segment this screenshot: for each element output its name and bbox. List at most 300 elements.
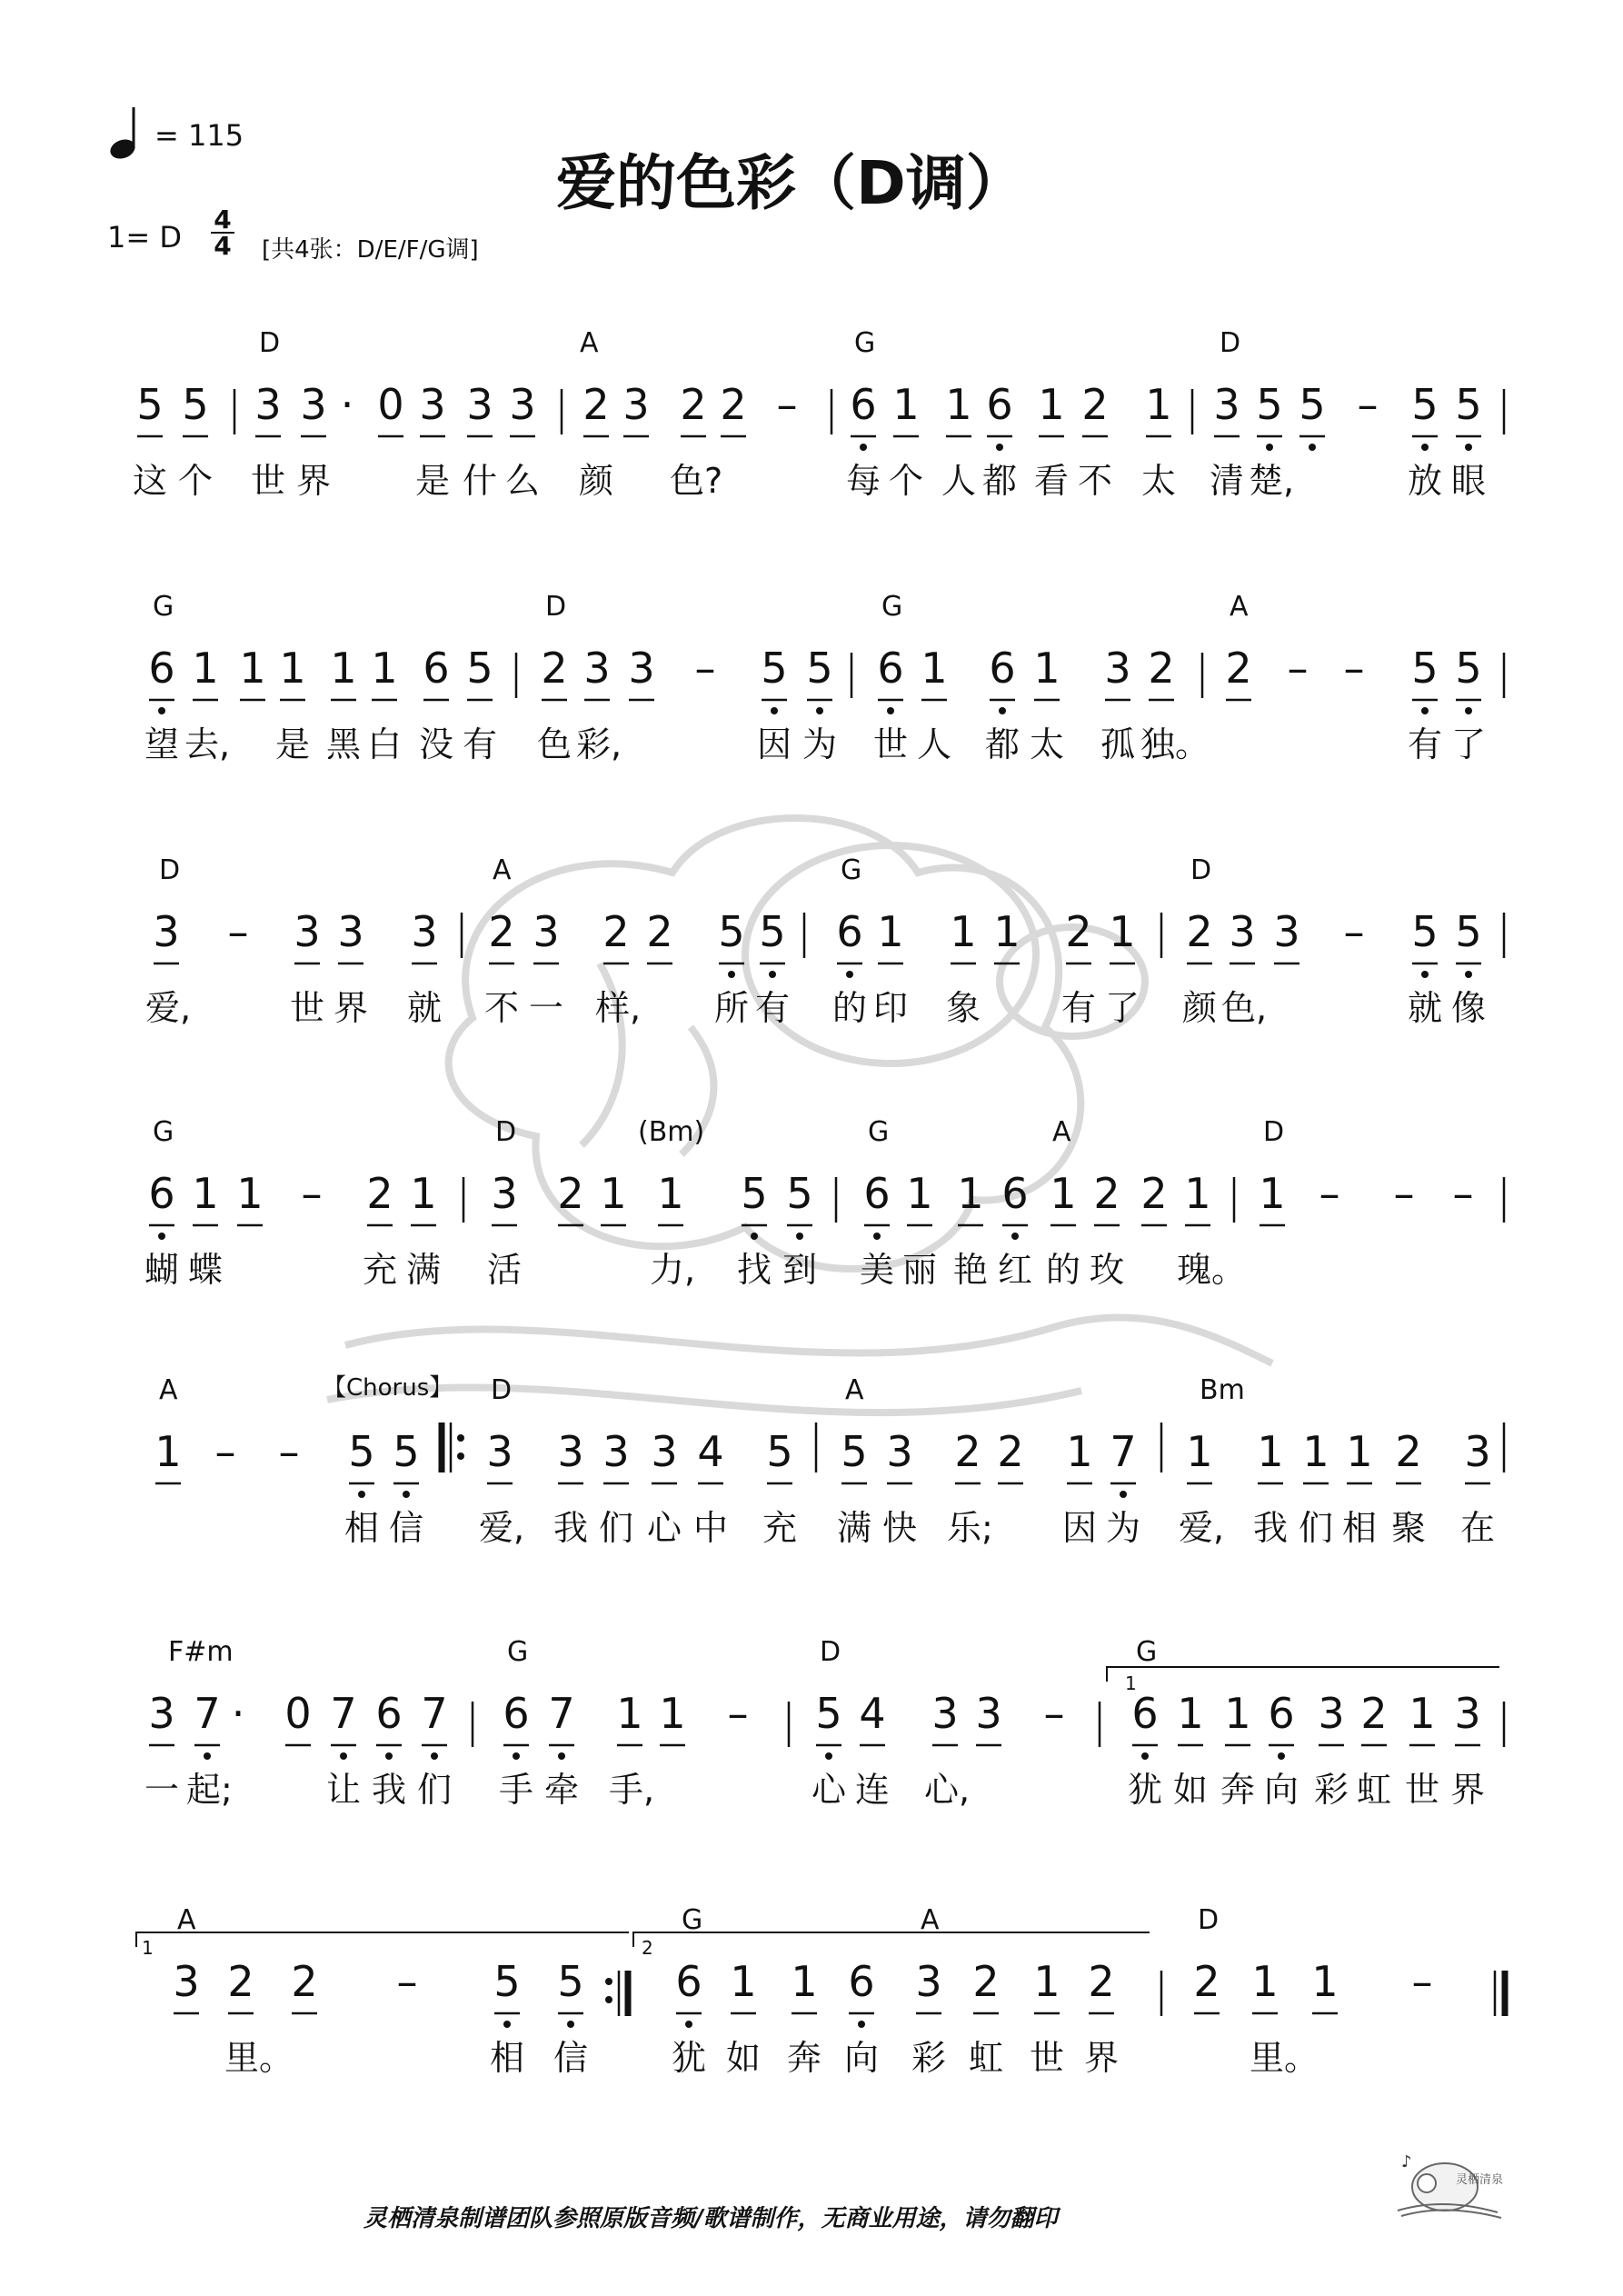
note: 1 xyxy=(921,644,948,693)
low-octave-dot xyxy=(1421,707,1429,714)
chord-symbol: A xyxy=(1230,591,1249,623)
dash-extension: – xyxy=(1287,644,1309,693)
note: 1 xyxy=(1038,380,1065,429)
low-octave-dot xyxy=(996,444,1003,451)
note: 3 xyxy=(337,907,364,956)
low-octave-dot xyxy=(769,971,776,978)
lyric-syllable: 瑰。 xyxy=(1177,1250,1247,1290)
lyric-syllable: 太 xyxy=(1140,461,1176,501)
note: 5 xyxy=(759,907,786,956)
lyric-syllable: 犹 xyxy=(671,2038,706,2078)
note: 2 xyxy=(720,380,747,429)
low-octave-dot xyxy=(796,1233,803,1240)
lyric-syllable: 印 xyxy=(872,988,908,1028)
note: 5 xyxy=(1256,380,1283,429)
note: 3 xyxy=(148,1689,175,1738)
note: 2 xyxy=(557,1169,584,1218)
lyric-syllable: 白 xyxy=(366,724,402,764)
note: 3 xyxy=(533,907,560,956)
note: 2 xyxy=(972,1957,1000,2006)
note: 2 xyxy=(1065,907,1092,956)
lyric-syllable: 不 xyxy=(1077,461,1112,501)
note: 5 xyxy=(1455,907,1482,956)
note: 3 xyxy=(419,380,446,429)
lyric-syllable: 色, xyxy=(1221,988,1268,1028)
chord-symbol: D xyxy=(495,1116,517,1148)
lyric-syllable: 个 xyxy=(888,461,923,501)
dash-extension: – xyxy=(278,1427,300,1476)
low-octave-dot xyxy=(816,707,823,714)
note: 6 xyxy=(836,907,863,956)
lyric-syllable: 力, xyxy=(650,1250,696,1290)
lyric-syllable: 乐; xyxy=(947,1508,993,1548)
lyric-syllable: 不 xyxy=(483,988,519,1028)
chord-symbol: G xyxy=(153,1116,174,1148)
note: 3 xyxy=(622,380,650,429)
note: 1 xyxy=(730,1957,757,2006)
lyric-syllable: 世 xyxy=(289,988,324,1028)
note: 1 xyxy=(239,644,266,693)
final-barline xyxy=(1495,1971,1505,2016)
note: 5 xyxy=(466,644,493,693)
lyric-syllable: 的 xyxy=(831,988,867,1028)
note: 1 xyxy=(1033,1957,1060,2006)
lyric-syllable: 爱, xyxy=(479,1508,525,1548)
lyric-syllable: 因 xyxy=(756,724,792,764)
lyric-syllable: 相 xyxy=(344,1508,379,1548)
lyric-syllable: 相 xyxy=(489,2038,524,2078)
note: 1 xyxy=(1346,1427,1373,1476)
low-octave-dot xyxy=(873,1233,881,1240)
note: 7 xyxy=(330,1689,357,1738)
note: · xyxy=(231,1689,245,1738)
note: 5 xyxy=(1411,907,1439,956)
lyric-syllable: 都 xyxy=(984,724,1020,764)
volta-1-label-b: 1 xyxy=(142,1937,154,1959)
low-octave-dot xyxy=(567,2021,574,2028)
note: 5 xyxy=(815,1689,842,1738)
note: 6 xyxy=(148,644,175,693)
chord-symbol: (Bm) xyxy=(638,1116,705,1148)
note: 1 xyxy=(892,380,920,429)
note: 5 xyxy=(1299,380,1326,429)
note: 6 xyxy=(989,644,1016,693)
lyric-syllable: 满 xyxy=(836,1508,871,1548)
copyright-footer: 灵栖清泉制谱团队参照原版音频/歌谱制作，无商业用途，请勿翻印 xyxy=(363,2205,1058,2232)
chord-symbol: D xyxy=(491,1374,513,1406)
lyric-syllable: 我 xyxy=(553,1508,588,1548)
note: 5 xyxy=(182,380,209,429)
lyric-syllable: 艳 xyxy=(952,1250,988,1290)
low-octave-dot xyxy=(999,707,1006,714)
lyric-syllable: 蝶 xyxy=(187,1250,223,1290)
lyric-syllable: 相 xyxy=(1341,1508,1377,1548)
lyric-syllable: 颜 xyxy=(1181,988,1217,1028)
note: 1 xyxy=(410,1169,437,1218)
note: 2 xyxy=(646,907,673,956)
lyric-syllable: 爱, xyxy=(1179,1508,1225,1548)
note: 3 xyxy=(975,1689,1002,1738)
lyric-syllable: 玫 xyxy=(1089,1250,1124,1290)
lyric-syllable: 们 xyxy=(1298,1508,1333,1548)
lyric-syllable: 彩 xyxy=(911,2038,946,2078)
chord-symbol: A xyxy=(580,327,599,359)
lyric-syllable: 牵 xyxy=(543,1770,579,1810)
lyric-syllable: 有 xyxy=(462,724,497,764)
lyric-syllable: 信 xyxy=(388,1508,423,1548)
chord-symbol: A xyxy=(1052,1116,1071,1148)
note: 1 xyxy=(877,907,904,956)
low-octave-dot xyxy=(358,1491,365,1498)
note: 3 xyxy=(509,380,536,429)
low-octave-dot xyxy=(1421,444,1429,451)
lyric-syllable: 起; xyxy=(186,1770,233,1810)
lyric-syllable: 中 xyxy=(692,1508,728,1548)
lyric-syllable: 到 xyxy=(782,1250,817,1290)
note: 3 xyxy=(1318,1689,1345,1738)
note: 3 xyxy=(602,1427,630,1476)
low-octave-dot xyxy=(1421,971,1429,978)
note: 1 xyxy=(906,1169,933,1218)
note: 5 xyxy=(1455,644,1482,693)
lyric-syllable: 活 xyxy=(486,1250,522,1290)
note: 2 xyxy=(1225,644,1252,693)
low-octave-dot xyxy=(1465,971,1472,978)
note: 3 xyxy=(1213,380,1240,429)
lyric-syllable: 世 xyxy=(1029,2038,1064,2078)
lyric-syllable: 色 xyxy=(536,724,572,764)
note: 7 xyxy=(548,1689,575,1738)
dash-extension: – xyxy=(694,644,716,693)
lyric-syllable: 蝴 xyxy=(144,1250,179,1290)
lyric-syllable: 让 xyxy=(325,1770,361,1810)
note: 1 xyxy=(1145,380,1172,429)
repeat-end-sign xyxy=(605,1971,628,2016)
lyric-syllable: 聚 xyxy=(1390,1508,1426,1548)
note: 3 xyxy=(583,644,611,693)
note: 5 xyxy=(841,1427,868,1476)
lyric-syllable: 楚, xyxy=(1249,461,1295,501)
chord-symbol: A xyxy=(845,1374,864,1406)
low-octave-dot xyxy=(204,1752,211,1760)
note: 3 xyxy=(1273,907,1300,956)
svg-text:♪: ♪ xyxy=(1401,2152,1412,2171)
note: 1 xyxy=(657,1169,684,1218)
note: 6 xyxy=(375,1689,403,1738)
chord-symbol: G xyxy=(507,1636,529,1668)
note: 1 xyxy=(1066,1427,1093,1476)
low-octave-dot xyxy=(1309,444,1316,451)
note: 2 xyxy=(1088,1957,1115,2006)
chord-symbol: F#m xyxy=(168,1636,234,1668)
lyric-syllable: 在 xyxy=(1459,1508,1495,1548)
note: 1 xyxy=(957,1169,984,1218)
note: 1 xyxy=(1050,1169,1077,1218)
note: 3 xyxy=(1104,644,1131,693)
note: 3 xyxy=(486,1427,513,1476)
lyric-syllable: 充 xyxy=(762,1508,797,1548)
low-octave-dot xyxy=(685,2021,692,2028)
lyric-syllable: 一 xyxy=(144,1770,179,1810)
note: 1 xyxy=(950,907,977,956)
note: 6 xyxy=(1001,1169,1029,1218)
dash-extension: – xyxy=(1343,644,1365,693)
note: 1 xyxy=(1302,1427,1329,1476)
lyric-syllable: 所 xyxy=(713,988,749,1028)
low-octave-dot xyxy=(771,707,778,714)
chord-symbol: G xyxy=(1136,1636,1158,1668)
lyric-syllable: 没 xyxy=(418,724,453,764)
low-octave-dot xyxy=(1465,707,1472,714)
lyric-syllable: 人 xyxy=(941,461,976,501)
chord-symbol: D xyxy=(259,327,281,359)
dash-extension: – xyxy=(1357,380,1379,429)
lyric-syllable: 去, xyxy=(184,724,231,764)
note: 1 xyxy=(154,1427,182,1476)
note: 2 xyxy=(997,1427,1024,1476)
low-octave-dot xyxy=(503,2021,511,2028)
note: 6 xyxy=(423,644,450,693)
lyric-syllable: 色? xyxy=(670,461,723,501)
dash-extension: – xyxy=(1043,1689,1065,1738)
lyric-syllable: 一 xyxy=(528,988,563,1028)
volta-2-label: 2 xyxy=(642,1937,653,1959)
lyric-syllable: 颜 xyxy=(578,461,613,501)
lyric-syllable: 彩 xyxy=(1313,1770,1349,1810)
chord-symbol: G xyxy=(682,1904,703,1936)
lyric-syllable: 虹 xyxy=(1356,1770,1391,1810)
lyric-syllable: 充 xyxy=(362,1250,397,1290)
note: 3 xyxy=(294,907,321,956)
dash-extension: – xyxy=(1343,907,1365,956)
note: 1 xyxy=(1259,1169,1286,1218)
note: 1 xyxy=(1177,1689,1204,1738)
note: 2 xyxy=(582,380,610,429)
lyric-syllable: 界 xyxy=(333,988,368,1028)
note: 1 xyxy=(1184,1169,1211,1218)
lyric-syllable: 虹 xyxy=(968,2038,1003,2078)
note: 1 xyxy=(1409,1689,1436,1738)
lyric-syllable: 信 xyxy=(553,2038,588,2078)
lyric-syllable: 界 xyxy=(1083,2038,1119,2078)
lyric-syllable: 了 xyxy=(1104,988,1140,1028)
lyric-syllable: 手 xyxy=(498,1770,533,1810)
note: 5 xyxy=(718,907,745,956)
note: 2 xyxy=(366,1169,393,1218)
chord-symbol: D xyxy=(1263,1116,1285,1148)
note: 6 xyxy=(1268,1689,1295,1738)
note: 1 xyxy=(192,1169,219,1218)
note: 5 xyxy=(766,1427,793,1476)
lyric-syllable: 快 xyxy=(881,1508,917,1548)
lyric-syllable: 界 xyxy=(1449,1770,1485,1810)
low-octave-dot xyxy=(158,1233,165,1240)
note: 3 xyxy=(254,380,282,429)
lyric-syllable: 是 xyxy=(414,461,450,501)
note: 2 xyxy=(1140,1169,1168,1218)
chord-symbol: G xyxy=(153,591,174,623)
note: 7 xyxy=(421,1689,448,1738)
lyric-syllable: 每 xyxy=(845,461,881,501)
low-octave-dot xyxy=(431,1752,438,1760)
lyric-syllable: 什 xyxy=(462,461,497,501)
note: 2 xyxy=(291,1957,318,2006)
chord-symbol: Bm xyxy=(1200,1374,1245,1406)
low-octave-dot xyxy=(1120,1491,1127,1498)
note: 2 xyxy=(1148,644,1175,693)
lyric-syllable: 犹 xyxy=(1127,1770,1162,1810)
lyric-syllable: 有 xyxy=(1060,988,1096,1028)
lyric-syllable: 世 xyxy=(250,461,285,501)
lyric-syllable: 里。 xyxy=(224,2038,294,2078)
chord-symbol: D xyxy=(820,1636,841,1668)
note: 6 xyxy=(986,380,1013,429)
low-octave-dot xyxy=(558,1752,565,1760)
lyric-syllable: 望 xyxy=(144,724,179,764)
note: 1 xyxy=(1109,907,1136,956)
note: 5 xyxy=(1411,380,1439,429)
low-octave-dot xyxy=(887,707,894,714)
quarter-note-icon xyxy=(107,107,137,162)
note: 6 xyxy=(848,1957,875,2006)
low-octave-dot xyxy=(158,707,165,714)
section-marker: 【Chorus】 xyxy=(323,1374,453,1402)
chord-symbol: G xyxy=(881,591,903,623)
chord-symbol: D xyxy=(1198,1904,1220,1936)
lyric-syllable: 丽 xyxy=(901,1250,937,1290)
lyric-syllable: 们 xyxy=(598,1508,633,1548)
note: 1 xyxy=(192,644,219,693)
lyric-syllable: 因 xyxy=(1061,1508,1097,1548)
note: 3 xyxy=(153,907,180,956)
time-signature xyxy=(211,205,234,261)
note: 1 xyxy=(791,1957,818,2006)
lyric-syllable: 美 xyxy=(859,1250,894,1290)
note: 7 xyxy=(194,1689,221,1738)
lyric-syllable: 就 xyxy=(406,988,442,1028)
note: 1 xyxy=(993,907,1021,956)
note: 3 xyxy=(651,1427,678,1476)
note: 2 xyxy=(1395,1427,1422,1476)
lyric-syllable: 找 xyxy=(736,1250,772,1290)
chord-symbol: D xyxy=(159,854,181,886)
note: 0 xyxy=(377,380,404,429)
note: 6 xyxy=(850,380,877,429)
note: 7 xyxy=(1110,1427,1137,1476)
lyric-syllable: 奔 xyxy=(1220,1770,1255,1810)
volta-1-label: 1 xyxy=(1125,1672,1137,1694)
dash-extension: – xyxy=(1393,1169,1415,1218)
tempo-marking: = 115 xyxy=(154,118,244,153)
note: 3 xyxy=(1229,907,1256,956)
note: 1 xyxy=(600,1169,627,1218)
lyric-syllable: 独。 xyxy=(1140,724,1210,764)
dash-extension: – xyxy=(1452,1169,1474,1218)
low-octave-dot xyxy=(846,971,853,978)
note: 1 xyxy=(236,1169,264,1218)
note: 5 xyxy=(1455,380,1482,429)
note: 2 xyxy=(1193,1957,1220,2006)
note: 6 xyxy=(877,644,904,693)
lyric-syllable: 为 xyxy=(1105,1508,1140,1548)
lyric-syllable: 为 xyxy=(802,724,837,764)
lyric-syllable: 向 xyxy=(1263,1770,1299,1810)
lyric-syllable: 像 xyxy=(1450,988,1486,1028)
lyric-syllable: 太 xyxy=(1029,724,1064,764)
lyric-syllable: 清 xyxy=(1209,461,1244,501)
lyric-syllable: 心 xyxy=(811,1770,846,1810)
note: · xyxy=(340,380,354,429)
lyric-syllable: 的 xyxy=(1045,1250,1080,1290)
note: 2 xyxy=(227,1957,254,2006)
note: 3 xyxy=(915,1957,942,2006)
note: 3 xyxy=(466,380,493,429)
low-octave-dot xyxy=(513,1752,520,1760)
dash-extension: – xyxy=(214,1427,236,1476)
low-octave-dot xyxy=(860,444,867,451)
note: 1 xyxy=(1251,1957,1279,2006)
chord-symbol: A xyxy=(159,1374,178,1406)
note: 2 xyxy=(602,907,630,956)
chord-symbol: G xyxy=(854,327,876,359)
note: 1 xyxy=(616,1689,643,1738)
chord-symbol: D xyxy=(545,591,567,623)
note: 0 xyxy=(284,1689,312,1738)
chord-symbol: A xyxy=(177,1904,196,1936)
lyric-syllable: 界 xyxy=(295,461,331,501)
svg-text:灵栖清泉: 灵栖清泉 xyxy=(1456,2173,1504,2187)
note: 2 xyxy=(541,644,568,693)
note: 2 xyxy=(1081,380,1109,429)
note: 1 xyxy=(1033,644,1060,693)
low-octave-dot xyxy=(1011,1233,1019,1240)
low-octave-dot xyxy=(1141,1752,1149,1760)
note: 5 xyxy=(786,1169,813,1218)
note: 3 xyxy=(173,1957,200,2006)
lyric-syllable: 红 xyxy=(997,1250,1032,1290)
meter-bottom: 4 xyxy=(214,231,232,261)
lyric-syllable: 如 xyxy=(1172,1770,1208,1810)
note: 5 xyxy=(557,1957,584,2006)
lyric-syllable: 连 xyxy=(854,1770,890,1810)
lyric-syllable: 我 xyxy=(371,1770,406,1810)
low-octave-dot xyxy=(385,1752,393,1760)
low-octave-dot xyxy=(751,1233,758,1240)
note: 6 xyxy=(148,1169,175,1218)
note: 5 xyxy=(806,644,833,693)
low-octave-dot xyxy=(1266,444,1273,451)
publisher-logo xyxy=(1389,2147,1507,2220)
note: 3 xyxy=(411,907,438,956)
note: 2 xyxy=(680,380,707,429)
note: 2 xyxy=(488,907,515,956)
note: 4 xyxy=(859,1689,886,1738)
note: 1 xyxy=(945,380,972,429)
note: 1 xyxy=(279,644,306,693)
note: 3 xyxy=(557,1427,584,1476)
lyric-syllable: 奔 xyxy=(786,2038,821,2078)
lyric-syllable: 心 xyxy=(646,1508,682,1548)
lyric-syllable: 看 xyxy=(1033,461,1069,501)
note: 3 xyxy=(886,1427,913,1476)
lyric-syllable: 了 xyxy=(1450,724,1486,764)
note: 3 xyxy=(931,1689,959,1738)
lyric-syllable: 象 xyxy=(945,988,981,1028)
lyric-syllable: 彩, xyxy=(576,724,622,764)
note: 1 xyxy=(1224,1689,1251,1738)
meter-top: 4 xyxy=(211,207,234,234)
note: 1 xyxy=(1186,1427,1213,1476)
